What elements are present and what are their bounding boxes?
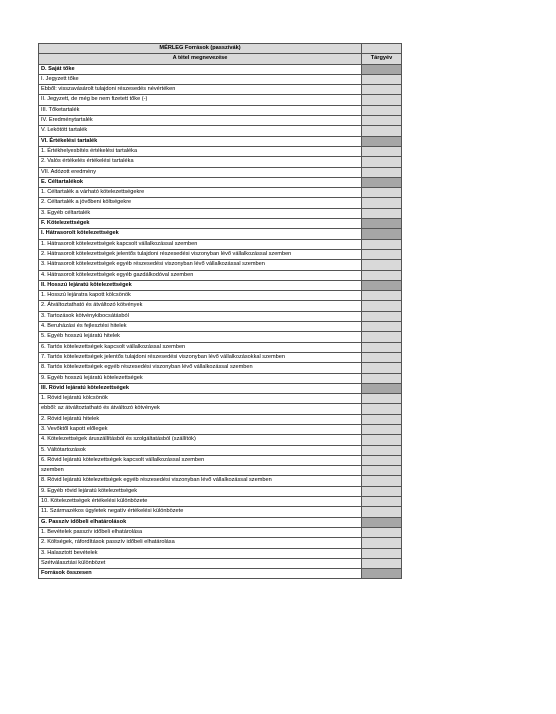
value-cell[interactable] [362,414,402,424]
value-cell[interactable] [362,64,402,74]
value-cell[interactable] [362,404,402,414]
row-label: 11. Származékos ügyletek negatív értékelési különbözete [39,507,362,517]
table-row [39,177,402,187]
row-label: 7. Tartós kötelezettségek jelentős tulajdoni részesedési viszonyban lévő vállalkozásokkal szemben [39,352,362,362]
table-row [39,558,402,568]
table-row [39,497,402,507]
value-cell[interactable] [362,157,402,167]
value-cell[interactable] [362,424,402,434]
row-label: 1. Hátrasorolt kötelezettségek kapcsolt vállalkozással szemben [39,239,362,249]
row-label: 4. Kötelezettségek áruszállításból és szolgáltatásból (szállítók) [39,435,362,445]
row-label: I. Jegyzett tőke [39,74,362,84]
table-row [39,476,402,486]
row-label: III. Rövid lejáratú kötelezettségek [39,383,362,393]
value-cell[interactable] [362,486,402,496]
table-row [39,157,402,167]
row-label: 3. Vevőktől kapott előlegek [39,424,362,434]
row-label: II. Hosszú lejáratú kötelezettségek [39,280,362,290]
value-cell[interactable] [362,177,402,187]
table-row [39,249,402,259]
row-label: szemben [39,466,362,476]
value-cell[interactable] [362,188,402,198]
value-cell[interactable] [362,476,402,486]
title-row [39,44,402,54]
value-cell[interactable] [362,527,402,537]
value-cell[interactable] [362,208,402,218]
row-label: Források összesen [39,569,362,579]
table-row [39,126,402,136]
row-label: 1. Értékhelyesbítés értékelési tartaléka [39,146,362,156]
table-row [39,270,402,280]
table-row [39,342,402,352]
row-label: 5. Váltótartozások [39,445,362,455]
table-row [39,527,402,537]
table-row [39,424,402,434]
table-row [39,507,402,517]
row-label: IV. Eredménytartalék [39,116,362,126]
table-row [39,538,402,548]
value-cell[interactable] [362,85,402,95]
table-row [39,435,402,445]
value-cell[interactable] [362,342,402,352]
value-cell[interactable] [362,569,402,579]
value-cell[interactable] [362,548,402,558]
table-row [39,188,402,198]
row-label: 3. Tartozások kötvénykibocsátásból [39,311,362,321]
value-cell[interactable] [362,466,402,476]
table-row [39,239,402,249]
title-empty-cell [362,44,402,54]
row-label: III. Tőketartalék [39,105,362,115]
row-label: 9. Egyéb rövid lejáratú kötelezettségek [39,486,362,496]
row-label: V. Lekötött tartalék [39,126,362,136]
row-label: 4. Hátrasorolt kötelezettségek egyéb gazdálkodóval szemben [39,270,362,280]
table-row [39,74,402,84]
table-row [39,146,402,156]
table-row [39,136,402,146]
sheet-title: MÉRLEG Források (passzívák) [39,44,362,54]
table-row [39,363,402,373]
header-row [39,54,402,64]
value-cell[interactable] [362,332,402,342]
value-cell[interactable] [362,136,402,146]
row-label: 9. Egyéb hosszú lejáratú kötelezettségek [39,373,362,383]
row-label: 1. Rövid lejáratú kölcsönök [39,394,362,404]
row-label: 2. Költségek, ráfordítások passzív időbeli elhatárolása [39,538,362,548]
row-label: 1. Hosszú lejáratra kapott kölcsönök [39,291,362,301]
row-label: Ebből: visszavásárolt tulajdoni részesedés névértéken [39,85,362,95]
row-label: 2. Hátrasorolt kötelezettségek jelentős tulajdoni részesedési viszonyban lévő vállalkozással szemben [39,249,362,259]
value-cell[interactable] [362,311,402,321]
table-row [39,116,402,126]
row-label: 1. Bevételek passzív időbeli elhatárolása [39,527,362,537]
row-label: 5. Egyéb hosszú lejáratú hitelek [39,332,362,342]
value-cell[interactable] [362,105,402,115]
value-cell[interactable] [362,538,402,548]
value-cell[interactable] [362,95,402,105]
table-row [39,208,402,218]
row-label: 8. Tartós kötelezettségek egyéb részesedési viszonyban lévő vállalkozással szemben [39,363,362,373]
value-cell[interactable] [362,373,402,383]
value-cell[interactable] [362,291,402,301]
table-row [39,486,402,496]
table-row [39,569,402,579]
value-cell[interactable] [362,322,402,332]
value-cell[interactable] [362,497,402,507]
value-cell[interactable] [362,383,402,393]
value-cell[interactable] [362,229,402,239]
value-cell[interactable] [362,394,402,404]
row-label: E. Céltartalékok [39,177,362,187]
value-cell[interactable] [362,146,402,156]
table-row [39,85,402,95]
column-header-year: Tárgyév [362,54,402,64]
row-label: 2. Rövid lejáratú hitelek [39,414,362,424]
row-label: F. Kötelezettségek [39,219,362,229]
value-cell[interactable] [362,455,402,465]
table-row [39,301,402,311]
value-cell[interactable] [362,167,402,177]
table-row [39,95,402,105]
table-row [39,229,402,239]
table-row [39,548,402,558]
row-label: 3. Halasztott bevételek [39,548,362,558]
value-cell[interactable] [362,260,402,270]
row-label: VII. Adózott eredmény [39,167,362,177]
table-row [39,167,402,177]
table-row [39,219,402,229]
row-label: I. Hátrasorolt kötelezettségek [39,229,362,239]
row-label: 10. Kötelezettségek értékelési különbözete [39,497,362,507]
table-row [39,383,402,393]
value-cell[interactable] [362,126,402,136]
table-row [39,332,402,342]
table-row [39,404,402,414]
value-cell[interactable] [362,301,402,311]
table-row [39,455,402,465]
value-cell[interactable] [362,517,402,527]
row-label: D. Saját tőke [39,64,362,74]
value-cell[interactable] [362,270,402,280]
value-cell[interactable] [362,507,402,517]
row-label: 3. Hátrasorolt kötelezettségek egyéb részesedési viszonyban lévő vállalkozással szemben [39,260,362,270]
value-cell[interactable] [362,445,402,455]
value-cell[interactable] [362,74,402,84]
table-row [39,373,402,383]
table-row [39,394,402,404]
table-row [39,260,402,270]
balance-sheet-table [38,43,402,579]
table-row [39,64,402,74]
row-label: 6. Tartós kötelezettségek kapcsolt vállalkozással szemben [39,342,362,352]
row-label: 6. Rövid lejáratú kötelezettségek kapcsolt vállalkozással szemben [39,455,362,465]
table-row [39,352,402,362]
table-row [39,517,402,527]
row-label: 2. Átváltoztatható és átváltozó kötvények [39,301,362,311]
value-cell[interactable] [362,558,402,568]
table-row [39,291,402,301]
row-label: Szétválasztási különbözet [39,558,362,568]
row-label: VI. Értékelési tartalék [39,136,362,146]
row-label: II. Jegyzett, de még be nem fizetett tőke (-) [39,95,362,105]
row-label: 2. Céltartalék a jövőbeni költségekre [39,198,362,208]
row-label: 2. Valós értékelés értékelési tartaléka [39,157,362,167]
value-cell[interactable] [362,198,402,208]
row-label: 1. Céltartalék a várható kötelezettségekre [39,188,362,198]
value-cell[interactable] [362,280,402,290]
table-row [39,445,402,455]
value-cell[interactable] [362,363,402,373]
value-cell[interactable] [362,116,402,126]
value-cell[interactable] [362,249,402,259]
row-label: G. Passzív időbeli elhatárolások [39,517,362,527]
column-header-name: A tétel megnevezése [39,54,362,64]
table-row [39,105,402,115]
row-label: ebből: az átváltoztatható és átváltozó kötvények [39,404,362,414]
table-row [39,322,402,332]
table-row [39,414,402,424]
value-cell[interactable] [362,352,402,362]
row-label: 3. Egyéb céltartalék [39,208,362,218]
row-label: 4. Beruházási és fejlesztési hitelek [39,322,362,332]
value-cell[interactable] [362,239,402,249]
table-row [39,198,402,208]
row-label: 8. Rövid lejáratú kötelezettségek egyéb részesedési viszonyban lévő vállalkozással szemben [39,476,362,486]
value-cell[interactable] [362,219,402,229]
table-row [39,311,402,321]
value-cell[interactable] [362,435,402,445]
table-row [39,280,402,290]
table-row [39,466,402,476]
